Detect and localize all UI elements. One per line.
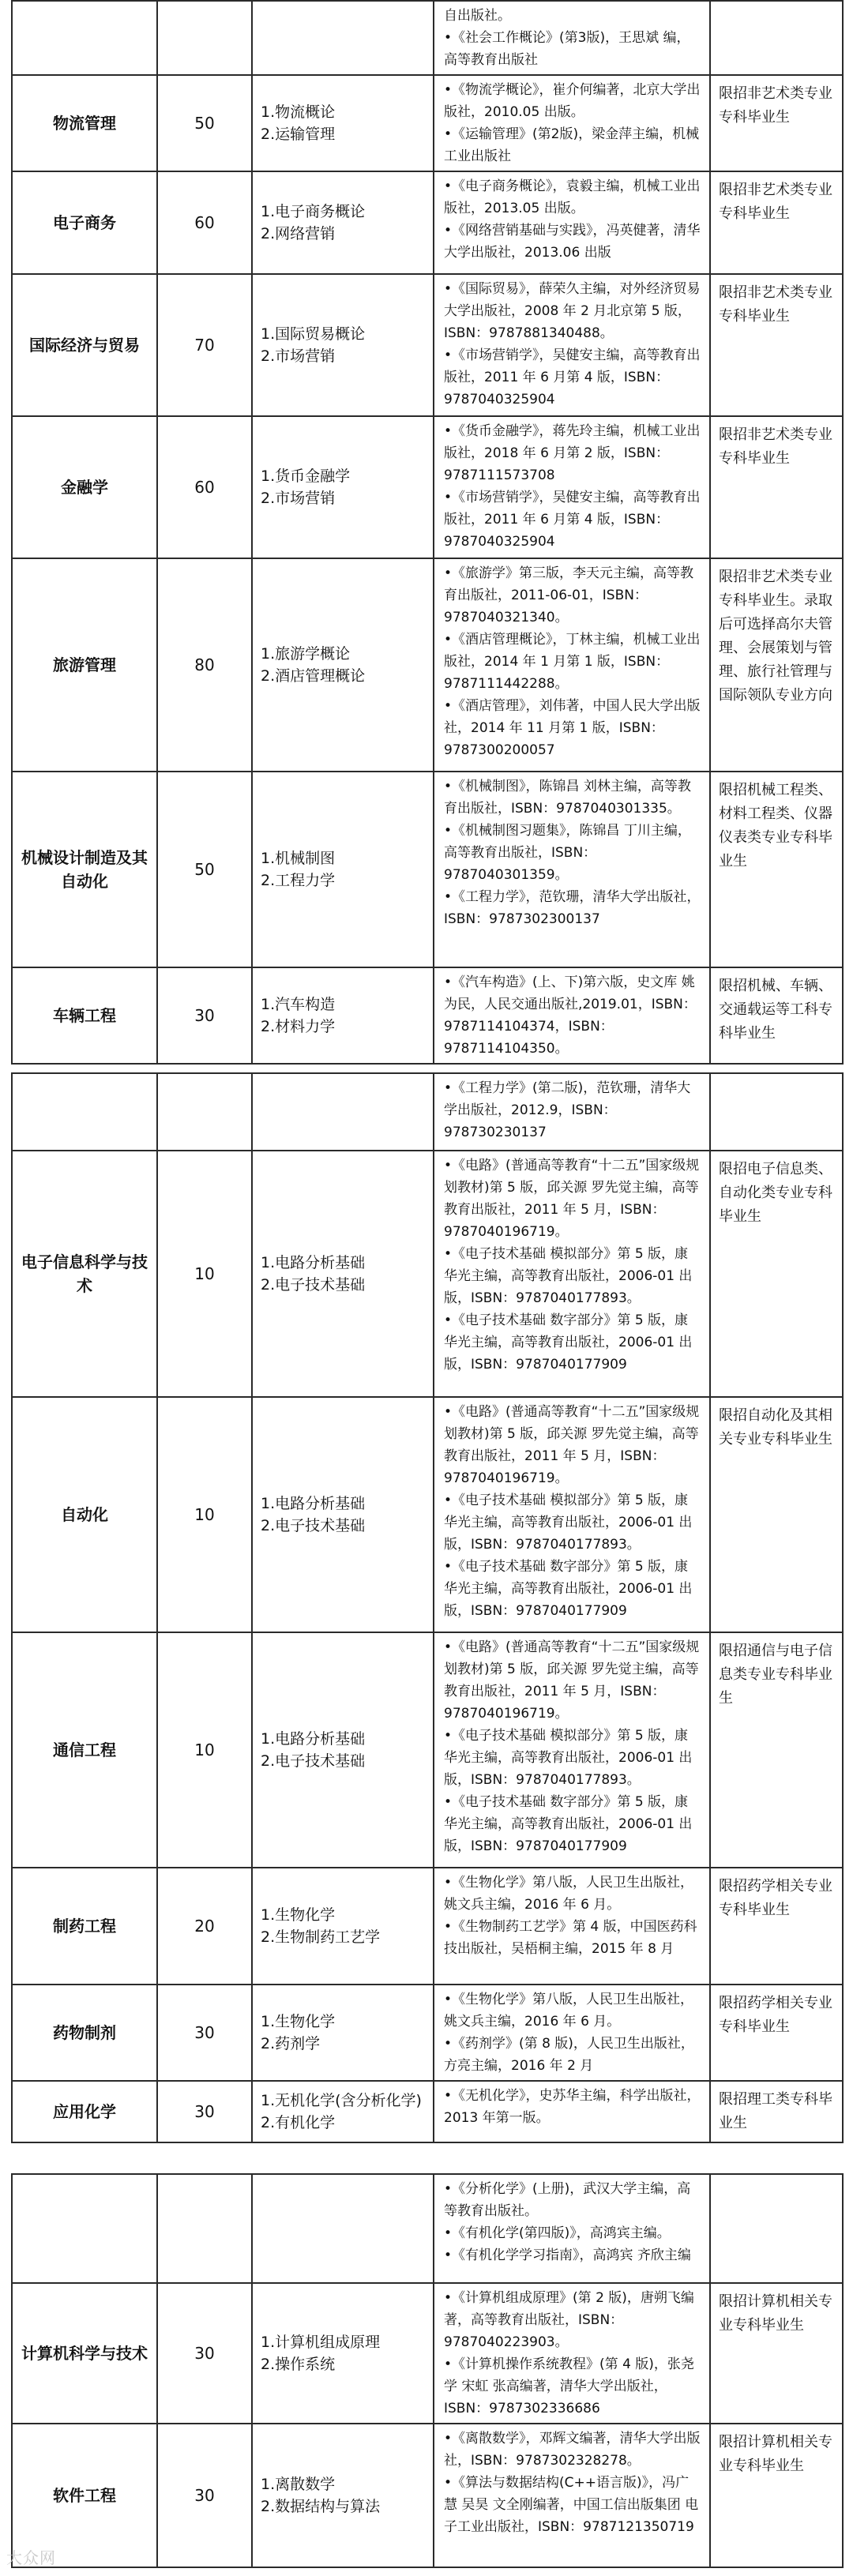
exam-subject: 2.工程力学 <box>261 872 336 889</box>
reference-book: •《电路》(普通高等教育“十二五”国家级规划教材)第 5 版，邱关源 罗先觉主编，高等教育出版社，2011 年 5 月，ISBN：9787040196719。 <box>444 1158 700 1240</box>
exam-subjects <box>252 274 434 416</box>
major-name: 机械设计制造及其自动化 <box>12 772 157 967</box>
admission-requirement: 限招非艺术类专业专科毕业生 <box>710 75 843 171</box>
reference-book: •《电子技术基础 数字部分》第 5 版，康华光主编，高等教育出版社，2006-01 出版，ISBN：9787040177909 <box>444 1559 693 1619</box>
exam-subject: 1.旅游学概论 <box>261 645 351 663</box>
reference-book: •《电子技术基础 模拟部分》第 5 版，康华光主编，高等教育出版社，2006-01 出版，ISBN：9787040177893。 <box>444 1728 693 1788</box>
exam-subject: 1.电路分析基础 <box>261 1730 366 1748</box>
reference-books <box>434 772 710 967</box>
table-row <box>12 274 843 416</box>
reference-book: •《酒店管理》，刘伟著，中国人民大学出版社，2014 年 11 月第 1 版，ISBN：9787300200057 <box>444 698 701 758</box>
exam-subjects <box>252 171 434 274</box>
exam-subjects <box>252 2174 434 2283</box>
exam-subject: 2.数据结构与算法 <box>261 2498 381 2515</box>
reference-book: •《电子技术基础 模拟部分》第 5 版，康华光主编，高等教育出版社，2006-01 出版，ISBN：9787040177893。 <box>444 1493 693 1553</box>
reference-book: •《生物化学》第八版，人民卫生出版社，姚文兵主编，2016 年 6 月。 <box>444 1875 694 1913</box>
exam-subject: 2.生物制药工艺学 <box>261 1928 381 1946</box>
reference-book: •《旅游学》第三版，李天元主编，高等教育出版社，2011-06-01，ISBN：9787040321340。 <box>444 565 694 625</box>
exam-subjects <box>252 1073 434 1151</box>
reference-book: •《国际贸易》，薛荣久主编，对外经济贸易大学出版社，2008 年 2 月北京第 5 版，ISBN：9787881340488。 <box>444 281 701 341</box>
reference-book: •《机械制图》，陈锦昌 刘林主编，高等教育出版社，ISBN：9787040301335。 <box>444 779 691 817</box>
reference-books <box>434 2081 710 2142</box>
table-row <box>12 2424 843 2567</box>
reference-book: 自出版社。 <box>444 8 511 24</box>
enrollment-plan: 60 <box>157 171 252 274</box>
reference-book: •《电子技术基础 模拟部分》第 5 版，康华光主编，高等教育出版社，2006-01 出版，ISBN：9787040177893。 <box>444 1246 693 1306</box>
reference-books <box>434 1868 710 1985</box>
enrollment-plan: 70 <box>157 274 252 416</box>
reference-book: •《电子技术基础 数字部分》第 5 版，康华光主编，高等教育出版社，2006-01 出版，ISBN：9787040177909 <box>444 1794 693 1854</box>
table-row <box>12 967 843 1064</box>
admission-requirement: 限招非艺术类专业专科毕业生。录取后可选择高尔夫管理、会展策划与管理、旅行社管理与国际领队专业方向 <box>710 558 843 772</box>
admission-requirement: 限招非艺术类专业专科毕业生 <box>710 171 843 274</box>
admission-requirement: 限招计算机相关专业专科毕业生 <box>710 2424 843 2567</box>
enrollment-plan <box>157 1 252 75</box>
reference-book: •《计算机组成原理》(第 2 版)，唐朔飞编著，高等教育出版社，ISBN：9787040223903。 <box>444 2290 694 2350</box>
major-name: 电子信息科学与技术 <box>12 1151 157 1397</box>
reference-book: •《市场营销学》，吴健安主编，高等教育出版社，2011 年 6 月第 4 版，ISBN：9787040325904 <box>444 347 701 407</box>
admission-requirement: 限招机械工程类、材料工程类、仪器仪表类专业专科毕业生 <box>710 772 843 967</box>
reference-book: •《运输管理》(第2版)，梁金萍主编，机械工业出版社 <box>444 126 700 164</box>
table-row <box>12 772 843 967</box>
major-name: 国际经济与贸易 <box>12 274 157 416</box>
exam-subject: 2.电子技术基础 <box>261 1752 366 1770</box>
admission-requirement <box>710 1073 843 1151</box>
enrollment-plan: 50 <box>157 75 252 171</box>
exam-subject: 1.离散数学 <box>261 2476 336 2493</box>
enrollment-plan: 60 <box>157 416 252 558</box>
table-row <box>12 416 843 558</box>
reference-books <box>434 1632 710 1868</box>
exam-subject: 1.物流概论 <box>261 103 336 121</box>
reference-books <box>434 75 710 171</box>
exam-subject: 2.运输管理 <box>261 126 336 143</box>
major-name: 电子商务 <box>12 171 157 274</box>
reference-book: •《离散数学》，邓辉文编著，清华大学出版社，ISBN：9787302328278。 <box>444 2431 701 2469</box>
reference-book: •《物流学概论》，崔介何编著，北京大学出版社，2010.05 出版。 <box>444 82 701 120</box>
reference-book: •《生物化学》第八版，人民卫生出版社，姚文兵主编，2016 年 6 月。 <box>444 1992 694 2030</box>
major-name: 旅游管理 <box>12 558 157 772</box>
reference-book: •《药剂学》(第 8 版)，人民卫生出版社，方亮主编，2016 年 2 月 <box>444 2036 694 2074</box>
reference-books <box>434 1073 710 1151</box>
table-row <box>12 75 843 171</box>
admission-requirement <box>710 2174 843 2283</box>
reference-books <box>434 1985 710 2081</box>
major-name: 应用化学 <box>12 2081 157 2142</box>
reference-book: •《电子商务概论》，袁毅主编，机械工业出版社，2013.05 出版。 <box>444 178 701 216</box>
exam-subjects <box>252 1 434 75</box>
enrollment-plan: 10 <box>157 1151 252 1397</box>
major-name: 金融学 <box>12 416 157 558</box>
reference-books <box>434 171 710 274</box>
major-name: 通信工程 <box>12 1632 157 1868</box>
admission-table-1 <box>11 0 844 1065</box>
admission-requirement: 限招非艺术类专业专科毕业生 <box>710 416 843 558</box>
table-row <box>12 558 843 772</box>
enrollment-plan <box>157 1073 252 1151</box>
exam-subject: 1.汽车构造 <box>261 996 336 1013</box>
table-row <box>12 1632 843 1868</box>
reference-books <box>434 1 710 75</box>
exam-subjects <box>252 967 434 1064</box>
exam-subjects <box>252 2424 434 2567</box>
admission-requirement: 限招药学相关专业专科毕业生 <box>710 1868 843 1985</box>
admission-requirement: 限招药学相关专业专科毕业生 <box>710 1985 843 2081</box>
exam-subject: 2.电子技术基础 <box>261 1517 366 1534</box>
admission-requirement <box>710 1 843 75</box>
major-name: 软件工程 <box>12 2424 157 2567</box>
exam-subject: 1.国际贸易概论 <box>261 325 366 343</box>
exam-subjects <box>252 75 434 171</box>
table-row <box>12 2283 843 2424</box>
exam-subject: 1.生物化学 <box>261 1906 336 1924</box>
exam-subject: 2.酒店管理概论 <box>261 667 366 685</box>
admission-requirement: 限招机械、车辆、交通载运等工科专科毕业生 <box>710 967 843 1064</box>
enrollment-plan: 30 <box>157 2283 252 2424</box>
major-name: 自动化 <box>12 1397 157 1632</box>
exam-subject: 2.有机化学 <box>261 2114 336 2131</box>
enrollment-plan: 30 <box>157 1985 252 2081</box>
enrollment-plan: 20 <box>157 1868 252 1985</box>
reference-book: •《无机化学》，史苏华主编，科学出版社，2013 年第一版。 <box>444 2088 701 2126</box>
reference-book: •《分析化学》(上册)，武汉大学主编，高等教育出版社。 <box>444 2181 691 2219</box>
reference-book: •《网络营销基础与实践》，冯英健著，清华大学出版社，2013.06 出版 <box>444 223 701 261</box>
exam-subjects <box>252 416 434 558</box>
reference-books <box>434 967 710 1064</box>
admission-table-2 <box>11 1072 844 2143</box>
exam-subject: 1.电路分析基础 <box>261 1495 366 1512</box>
exam-subjects <box>252 2283 434 2424</box>
enrollment-plan <box>157 2174 252 2283</box>
table-row <box>12 1397 843 1632</box>
exam-subjects <box>252 1397 434 1632</box>
reference-book: •《货币金融学》，蒋先玲主编，机械工业出版社，2018 年 6 月第 2 版，ISBN：9787111573708 <box>444 423 701 483</box>
exam-subject: 1.生物化学 <box>261 2013 336 2030</box>
table-row <box>12 1073 843 1151</box>
enrollment-plan: 80 <box>157 558 252 772</box>
reference-books <box>434 1397 710 1632</box>
major-name: 车辆工程 <box>12 967 157 1064</box>
exam-subjects <box>252 1985 434 2081</box>
exam-subject: 2.市场营销 <box>261 347 336 365</box>
exam-subject: 1.电路分析基础 <box>261 1254 366 1271</box>
exam-subjects <box>252 558 434 772</box>
exam-subject: 2.药剂学 <box>261 2035 321 2052</box>
reference-book: •《工程力学》(第二版)，范钦珊，清华大学出版社，2012.9，ISBN：978730230137 <box>444 1080 691 1140</box>
reference-books <box>434 1151 710 1397</box>
reference-book: •《机械制图习题集》，陈锦昌 丁川主编，高等教育出版社，ISBN：9787040301359。 <box>444 823 691 883</box>
exam-subjects <box>252 772 434 967</box>
enrollment-plan: 50 <box>157 772 252 967</box>
exam-subject: 1.计算机组成原理 <box>261 2334 381 2351</box>
exam-subject: 2.材料力学 <box>261 1018 336 1035</box>
reference-book: •《酒店管理概论》，丁林主编，机械工业出版社，2014 年 1 月第 1 版，ISBN：9787111442288。 <box>444 632 701 692</box>
watermark-logo: 大众网 <box>6 2548 56 2567</box>
reference-books <box>434 416 710 558</box>
reference-book: •《有机化学(第四版)》，高鸿宾主编。 <box>444 2225 671 2241</box>
admission-requirement: 限招电子信息类、自动化类专业专科毕业生 <box>710 1151 843 1397</box>
major-name: 药物制剂 <box>12 1985 157 2081</box>
table-row <box>12 1151 843 1397</box>
exam-subjects <box>252 2081 434 2142</box>
reference-books <box>434 2424 710 2567</box>
reference-books <box>434 2174 710 2283</box>
exam-subject: 2.网络营销 <box>261 225 336 242</box>
admission-requirement: 限招非艺术类专业专科毕业生 <box>710 274 843 416</box>
major-name: 物流管理 <box>12 75 157 171</box>
reference-book: •《生物制药工艺学》第 4 版，中国医药科技出版社，吴梧桐主编，2015 年 8 月 <box>444 1919 697 1957</box>
major-name: 计算机科学与技术 <box>12 2283 157 2424</box>
exam-subject: 1.货币金融学 <box>261 468 351 485</box>
enrollment-plan: 30 <box>157 2424 252 2567</box>
major-name <box>12 1073 157 1151</box>
reference-book: •《有机化学学习指南》，高鸿宾 齐欣主编 <box>444 2247 691 2263</box>
reference-books <box>434 274 710 416</box>
exam-subjects <box>252 1632 434 1868</box>
table-row <box>12 2174 843 2283</box>
reference-book: •《工程力学》，范钦珊，清华大学出版社，ISBN：9787302300137 <box>444 889 701 927</box>
admission-requirement: 限招通信与电子信息类专业专科毕业生 <box>710 1632 843 1868</box>
reference-book: •《计算机操作系统教程》(第 4 版)，张尧学 宋虹 张高编著，清华大学出版社，ISBN：9787302336686 <box>444 2356 694 2416</box>
admission-requirement: 限招理工类专科毕业生 <box>710 2081 843 2142</box>
major-name <box>12 2174 157 2283</box>
exam-subject: 1.无机化学(含分析化学) <box>261 2092 422 2109</box>
exam-subject: 2.电子技术基础 <box>261 1276 366 1294</box>
exam-subject: 1.机械制图 <box>261 850 336 867</box>
exam-subjects <box>252 1868 434 1985</box>
reference-book: •《汽车构造》(上、下)第六版，史文库 姚为民，人民交通出版社,2019.01，ISBN：9787114104374，ISBN：9787114104350。 <box>444 974 697 1057</box>
reference-book: •《市场营销学》，吴健安主编，高等教育出版社，2011 年 6 月第 4 版，ISBN：9787040325904 <box>444 490 701 550</box>
table-row <box>12 1868 843 1985</box>
major-name <box>12 1 157 75</box>
reference-books <box>434 558 710 772</box>
reference-book: •《算法与数据结构(C++语言版)》，冯广慧 吴昊 文全刚编著，中国工信出版集团 电子工业出版社，ISBN：9787121350719 <box>444 2475 699 2535</box>
enrollment-plan: 30 <box>157 2081 252 2142</box>
reference-book: •《电路》(普通高等教育“十二五”国家级规划教材)第 5 版，邱关源 罗先觉主编，高等教育出版社，2011 年 5 月，ISBN：9787040196719。 <box>444 1404 700 1486</box>
exam-subject: 2.市场营销 <box>261 490 336 507</box>
exam-subject: 1.电子商务概论 <box>261 203 366 220</box>
enrollment-plan: 10 <box>157 1632 252 1868</box>
enrollment-plan: 10 <box>157 1397 252 1632</box>
table-row <box>12 1985 843 2081</box>
reference-books <box>434 2283 710 2424</box>
reference-book: •《电路》(普通高等教育“十二五”国家级规划教材)第 5 版，邱关源 罗先觉主编，高等教育出版社，2011 年 5 月，ISBN：9787040196719。 <box>444 1639 700 1722</box>
table-row <box>12 1 843 75</box>
enrollment-plan: 30 <box>157 967 252 1064</box>
table-row <box>12 2081 843 2142</box>
admission-table-3 <box>11 2173 844 2568</box>
reference-book: •《社会工作概论》(第3版)，王思斌 编，高等教育出版社 <box>444 30 690 68</box>
table-row <box>12 171 843 274</box>
major-name: 制药工程 <box>12 1868 157 1985</box>
reference-book: •《电子技术基础 数字部分》第 5 版，康华光主编，高等教育出版社，2006-01 出版，ISBN：9787040177909 <box>444 1312 693 1372</box>
exam-subjects <box>252 1151 434 1397</box>
admission-requirement: 限招自动化及其相关专业专科毕业生 <box>710 1397 843 1632</box>
admission-requirement: 限招计算机相关专业专科毕业生 <box>710 2283 843 2424</box>
exam-subject: 2.操作系统 <box>261 2356 336 2373</box>
